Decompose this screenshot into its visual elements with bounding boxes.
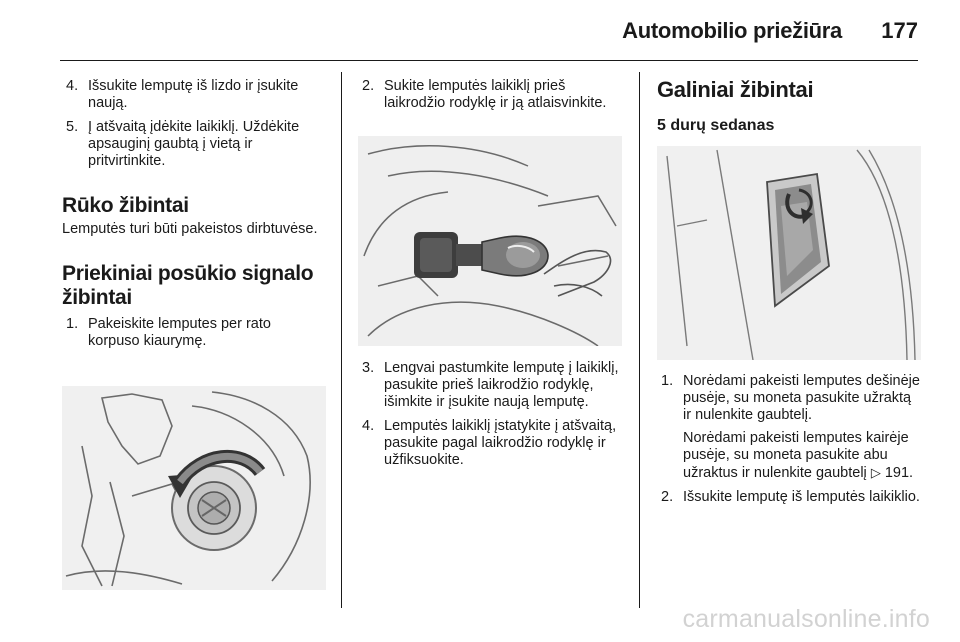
rear-lights-heading: Galiniai žibintai: [657, 77, 814, 102]
fog-lights-text: Lemputės turi būti pakeistos dirbtuvėse.: [62, 221, 318, 237]
bulb-holder-figure: [358, 136, 622, 346]
rear-cover-figure: [657, 146, 921, 360]
list-item: 4. Išsukite lemputę iš lizdo ir įsukite naują.: [62, 78, 324, 112]
bulb-steps-bottom: [358, 360, 622, 476]
wheel-arch-bulb-figure: [62, 386, 326, 590]
watermark: carmanualsonline.info: [682, 605, 930, 633]
page-header: [0, 0, 960, 60]
column-right: [657, 77, 921, 505]
chapter-title: Automobilio priežiūra: [622, 18, 842, 43]
column-divider-2: [639, 72, 640, 608]
fog-lights-heading: Rūko žibintai: [62, 194, 189, 217]
step-text: Lengvai pastumkite lemputę į laikiklį, pasukite prieš laikrodžio rodyklę, išimkite ir įsukite naują lemputę.: [384, 360, 619, 410]
cornering-steps-list: [62, 316, 324, 350]
page-number: 177: [881, 18, 918, 43]
list-item: 4. Lemputės laikiklį įstatykite į atšvaitą, pasukite pagal laikrodžio rodyklę ir užfiksuokite.: [358, 418, 622, 469]
step-text: Pakeiskite lemputes per rato korpuso kiaurymę.: [88, 316, 271, 349]
bulb-icon: [482, 236, 548, 276]
step-text: Išsukite lemputę iš lemputės laikiklio.: [683, 489, 920, 505]
rear-steps-list: [657, 373, 921, 513]
step-text: Norėdami pakeisti lemputes dešinėje pusėje, su moneta pasukite užraktą ir nulenkite gaubtelį.: [683, 373, 920, 423]
list-item: 5. Į atšvaitą įdėkite laikiklį. Uždėkite apsauginį gaubtą į vietą ir pritvirtinkite.: [62, 119, 324, 170]
reference-arrow-icon: ▷: [870, 465, 881, 480]
step-text: Sukite lemputės laikiklį prieš laikrodžio rodyklę ir ją atlaisvinkite.: [384, 78, 607, 111]
page-reference: 191.: [884, 465, 914, 481]
list-item: 1. Pakeiskite lemputes per rato korpuso kiaurymę.: [62, 316, 324, 350]
header-divider: [60, 60, 918, 61]
sedan-subheading: 5 durų sedanas: [657, 117, 775, 134]
list-item: 1. Norėdami pakeisti lemputes dešinėje pusėje, su moneta pasukite užraktą ir nulenkite gaubtelį. Norėdami pakeisti lemputes kairėje pusėje, su moneta pasukite abu užraktus ir nulenkite gaubtelį ▷ 191.: [661, 373, 920, 481]
bulb-steps-top: [358, 78, 622, 112]
column-left: [62, 78, 324, 357]
list-item: 2. Sukite lemputės laikiklį prieš laikrodžio rodyklę ir ją atlaisvinkite.: [358, 78, 622, 112]
list-item: 2. Išsukite lemputę iš lemputės laikiklio.: [661, 489, 920, 505]
step-text: Lemputės laikiklį įstatykite į atšvaitą, pasukite pagal laikrodžio rodyklę ir užfiksuokite.: [384, 418, 617, 468]
headlamp-steps-list: [62, 78, 324, 170]
column-middle: [358, 78, 622, 468]
step-text: Išsukite lemputę iš lizdo ir įsukite naują.: [88, 78, 299, 111]
cornering-lights-heading: Priekiniai posūkio signalo žibintai: [62, 262, 314, 309]
list-item: 3. Lengvai pastumkite lemputę į laikiklį, pasukite prieš laikrodžio rodyklę, išimkite ir įsukite naują lemputę.: [358, 360, 622, 411]
step-text-secondary: Norėdami pakeisti lemputes kairėje pusėje, su moneta pasukite abu užraktus ir nulenkite gaubtelį ▷ 191.: [683, 430, 914, 481]
step-text: Į atšvaitą įdėkite laikiklį. Uždėkite apsauginį gaubtą į vietą ir pritvirtinkite.: [88, 119, 300, 169]
column-divider-1: [341, 72, 342, 608]
